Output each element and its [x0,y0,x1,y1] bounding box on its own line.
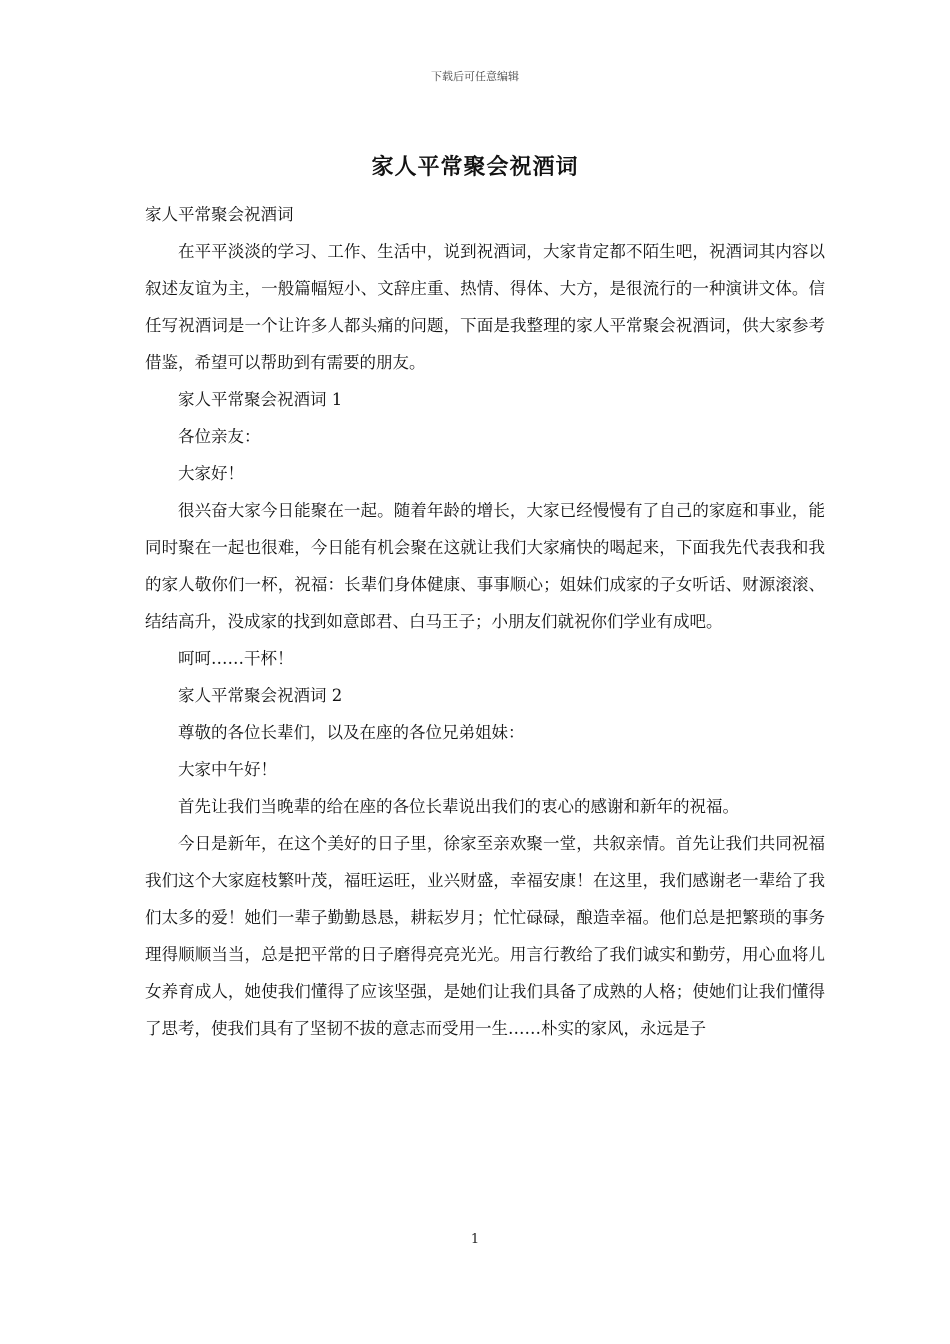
paragraph-salutation-1: 各位亲友： [178,427,261,446]
section-heading-2: 家人平常聚会祝酒词 2 [178,686,343,705]
page-number: 1 [470,1232,480,1247]
header-note: 下载后可任意编辑 [431,70,519,83]
document-body [145,196,825,1047]
section-heading-1: 家人平常聚会祝酒词 1 [178,390,343,409]
paragraph-greeting-2: 大家中午好！ [178,760,277,779]
paragraph-cheers: 呵呵……干杯！ [178,649,294,668]
paragraph-toast-1: 很兴奋大家今日能聚在一起。随着年龄的增长，大家已经慢慢有了自己的家庭和事业，能同时聚在一起也很难，今日能有机会聚在这就让我们大家痛快的喝起来，下面我先代表我和我的家人敬你们一杯，祝福：长辈们身体健康、事事顺心；姐妹们成家的子女听话、财源滚滚、结结高升，没成家的找到如意郎君、白马王子；小朋友们就祝你们学业有成吧。 [145,501,825,631]
paragraph-thanks: 首先让我们当晚辈的给在座的各位长辈说出我们的衷心的感谢和新年的祝福。 [178,797,739,816]
document-title: 家人平常聚会祝酒词 [371,154,579,180]
paragraph-toast-2: 今日是新年，在这个美好的日子里，徐家至亲欢聚一堂，共叙亲情。首先让我们共同祝福我们这个大家庭枝繁叶茂，福旺运旺，业兴财盛，幸福安康！在这里，我们感谢老一辈给了我们太多的爱！她们一辈子勤勤恳恳，耕耘岁月；忙忙碌碌，酿造幸福。他们总是把繁琐的事务理得顺顺当当，总是把平常的日子磨得亮亮光光。用言行教给了我们诚实和勤劳，用心血将儿女养育成人，她使我们懂得了应该坚强，是她们让我们具备了成熟的人格；使她们让我们懂得了思考，使我们具有了坚韧不拔的意志而受用一生……朴实的家风，永远是子 [145,834,825,1038]
paragraph-subtitle: 家人平常聚会祝酒词 [145,205,294,224]
paragraph-greeting-1: 大家好！ [178,464,244,483]
paragraph-intro: 在平平淡淡的学习、工作、生活中，说到祝酒词，大家肯定都不陌生吧，祝酒词其内容以叙述友谊为主，一般篇幅短小、文辞庄重、热情、得体、大方，是很流行的一种演讲文体。信任写祝酒词是一个让许多人都头痛的问题，下面是我整理的家人平常聚会祝酒词，供大家参考借鉴，希望可以帮助到有需要的朋友。 [145,242,825,372]
paragraph-salutation-2: 尊敬的各位长辈们，以及在座的各位兄弟姐妹： [178,723,525,742]
